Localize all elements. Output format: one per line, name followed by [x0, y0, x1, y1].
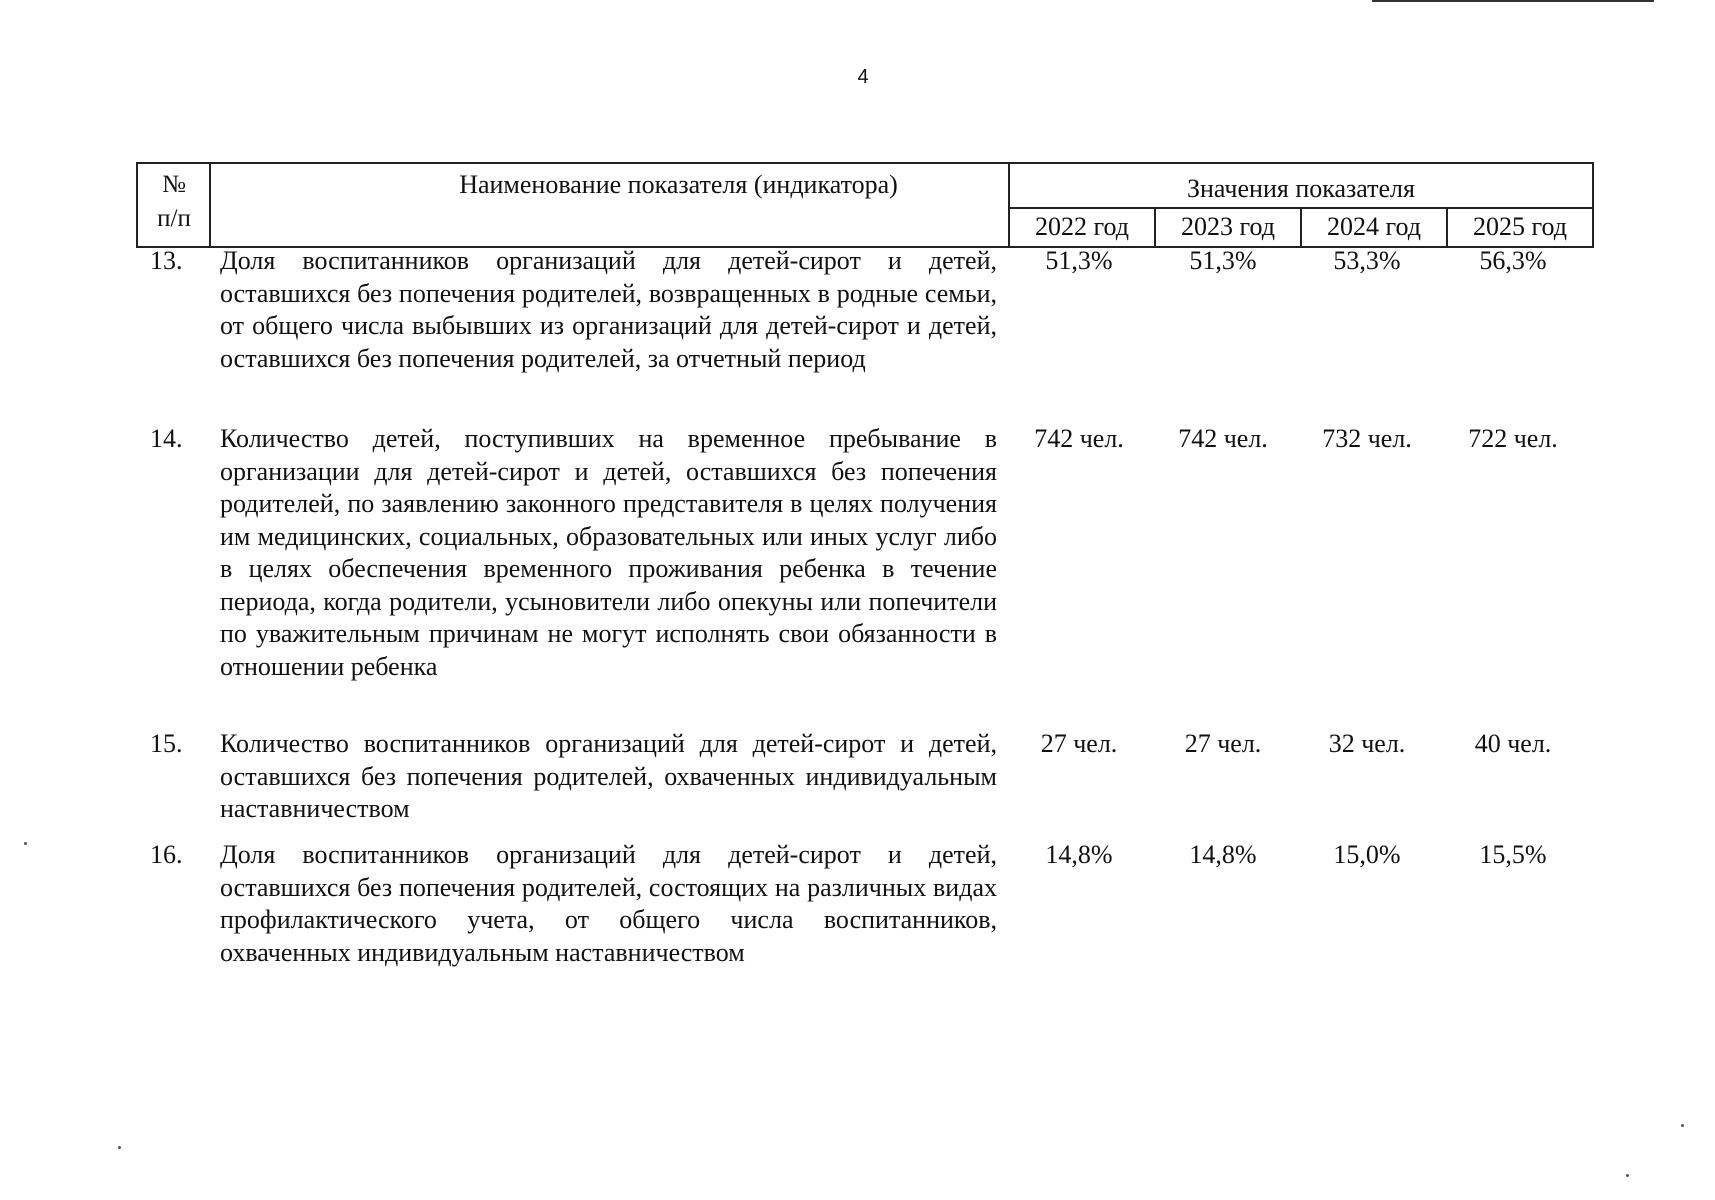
- scan-speck: [1626, 1174, 1629, 1177]
- row-value-2025: 40 чел.: [1474, 729, 1552, 758]
- scan-speck: [1681, 1124, 1684, 1127]
- row-value-2024: 732 чел.: [1322, 424, 1412, 453]
- page-number: 4: [857, 66, 869, 88]
- header-num-abbrev: п/п: [157, 205, 191, 232]
- row-number: 15.: [150, 729, 183, 758]
- row-indicator-text: Количество воспитанников организаций для детей-сирот и детей, оставшихся без попечения родителей, охваченных индивидуальным наставничеством: [220, 729, 997, 823]
- scan-speck: [118, 1146, 121, 1149]
- scan-top-rule: [1372, 0, 1654, 2]
- row-value-2023: 742 чел.: [1178, 424, 1268, 453]
- table-header: [136, 162, 1594, 248]
- row-value-2025: 15,5%: [1479, 840, 1547, 869]
- header-year-2023: 2023 год: [1181, 212, 1275, 241]
- row-indicator-text: Доля воспитанников организаций для детей-сирот и детей, оставшихся без попечения родителей, возвращенных в родные семьи, от общего числа выбывших из организаций для детей-сирот и детей, оставшихся без попечения родителей, за отчетный период: [220, 246, 997, 373]
- header-num: [138, 164, 210, 246]
- header-year-2025: 2025 год: [1473, 212, 1567, 241]
- row-value-2024: 32 чел.: [1328, 729, 1406, 758]
- header-indicator-name: Наименование показателя (индикатора): [459, 170, 898, 199]
- row-number: 13.: [150, 246, 183, 275]
- row-value-2025: 56,3%: [1479, 246, 1547, 275]
- row-value-2023: 14,8%: [1189, 840, 1257, 869]
- row-value-2023: 27 чел.: [1184, 729, 1262, 758]
- row-value-2025: 722 чел.: [1468, 424, 1558, 453]
- row-value-2023: 51,3%: [1189, 246, 1257, 275]
- row-value-2022: 742 чел.: [1034, 424, 1124, 453]
- header-values-group: Значения показателя: [1186, 174, 1415, 203]
- row-value-2022: 27 чел.: [1040, 729, 1118, 758]
- row-value-2022: 14,8%: [1045, 840, 1113, 869]
- header-num-symbol: №: [162, 171, 186, 198]
- row-value-2024: 15,0%: [1333, 840, 1401, 869]
- header-year-2024: 2024 год: [1327, 212, 1421, 241]
- row-indicator-text: Доля воспитанников организаций для детей-сирот и детей, оставшихся без попечения родителей, состоящих на различных видах профилактического учета, от общего числа воспитанников, охваченных индивидуальным наставничеством: [220, 840, 997, 967]
- row-value-2024: 53,3%: [1333, 246, 1401, 275]
- row-indicator-text: Количество детей, поступивших на временное пребывание в организации для детей-сирот и детей, оставшихся без попечения родителей, по заявлению законного представителя в целях получения им медицинских, социальных, образовательных или иных услуг либо в целях обеспечения временного проживания ребенка в течение периода, когда родители, усыновители либо опекуны или попечители по уважительным причинам не могут исполнять свои обязанности в отношении ребенка: [220, 424, 997, 681]
- row-number: 14.: [150, 424, 183, 453]
- row-value-2022: 51,3%: [1045, 246, 1113, 275]
- row-number: 16.: [150, 840, 183, 869]
- header-year-2022: 2022 год: [1035, 212, 1129, 241]
- scan-speck: [24, 842, 27, 845]
